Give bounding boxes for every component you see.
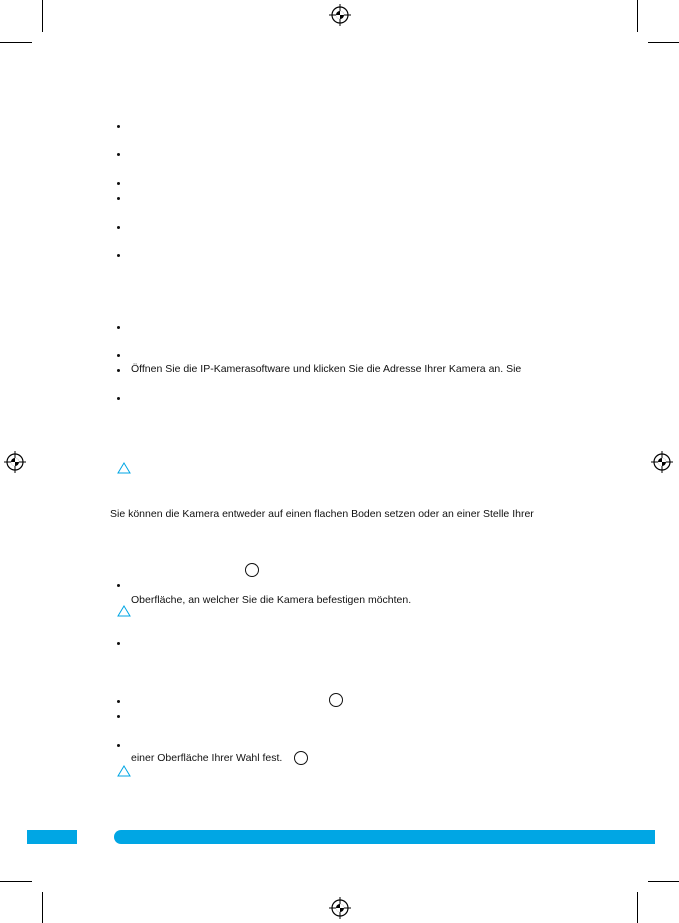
warning-triangle-icon (117, 605, 131, 617)
list-bullet (117, 744, 120, 747)
list-bullet (117, 326, 120, 329)
crop-mark (648, 42, 679, 43)
footer-page-tab (27, 830, 77, 844)
registration-mark-icon (4, 451, 26, 473)
list-bullet (117, 125, 120, 128)
crop-mark (42, 892, 43, 923)
mount-intro-line: Sie können die Kamera entweder auf einen flachen Boden setzen oder an einer Stelle Ihrer (110, 508, 534, 520)
list-bullet (117, 369, 120, 372)
registration-mark-icon (651, 451, 673, 473)
list-bullet (117, 226, 120, 229)
list-bullet (117, 700, 120, 703)
crop-mark (42, 0, 43, 32)
crop-mark (0, 42, 32, 43)
crop-mark (0, 881, 32, 882)
crop-mark (637, 892, 638, 923)
crop-mark (648, 881, 679, 882)
surface-line: Oberfläche, an welcher Sie die Kamera befestigen möchten. (131, 594, 412, 606)
list-bullet (117, 182, 120, 185)
open-software-line: Öffnen Sie die IP-Kamerasoftware und klicken Sie die Adresse Ihrer Kamera an. Sie (131, 363, 522, 375)
list-bullet (117, 197, 120, 200)
fix-surface-line: einer Oberfläche Ihrer Wahl fest. (131, 752, 283, 764)
list-bullet (117, 153, 120, 156)
crop-mark (637, 0, 638, 32)
list-bullet (117, 715, 120, 718)
warning-triangle-icon (117, 765, 131, 777)
registration-mark-icon (329, 4, 351, 26)
list-bullet (117, 642, 120, 645)
reference-circle-icon (294, 751, 308, 765)
warning-triangle-icon (117, 462, 131, 474)
footer-bar (114, 830, 655, 844)
list-bullet (117, 354, 120, 357)
reference-circle-icon (245, 563, 259, 577)
list-bullet (117, 584, 120, 587)
list-bullet (117, 397, 120, 400)
list-bullet (117, 254, 120, 257)
reference-circle-icon (329, 693, 343, 707)
registration-mark-icon (329, 897, 351, 919)
